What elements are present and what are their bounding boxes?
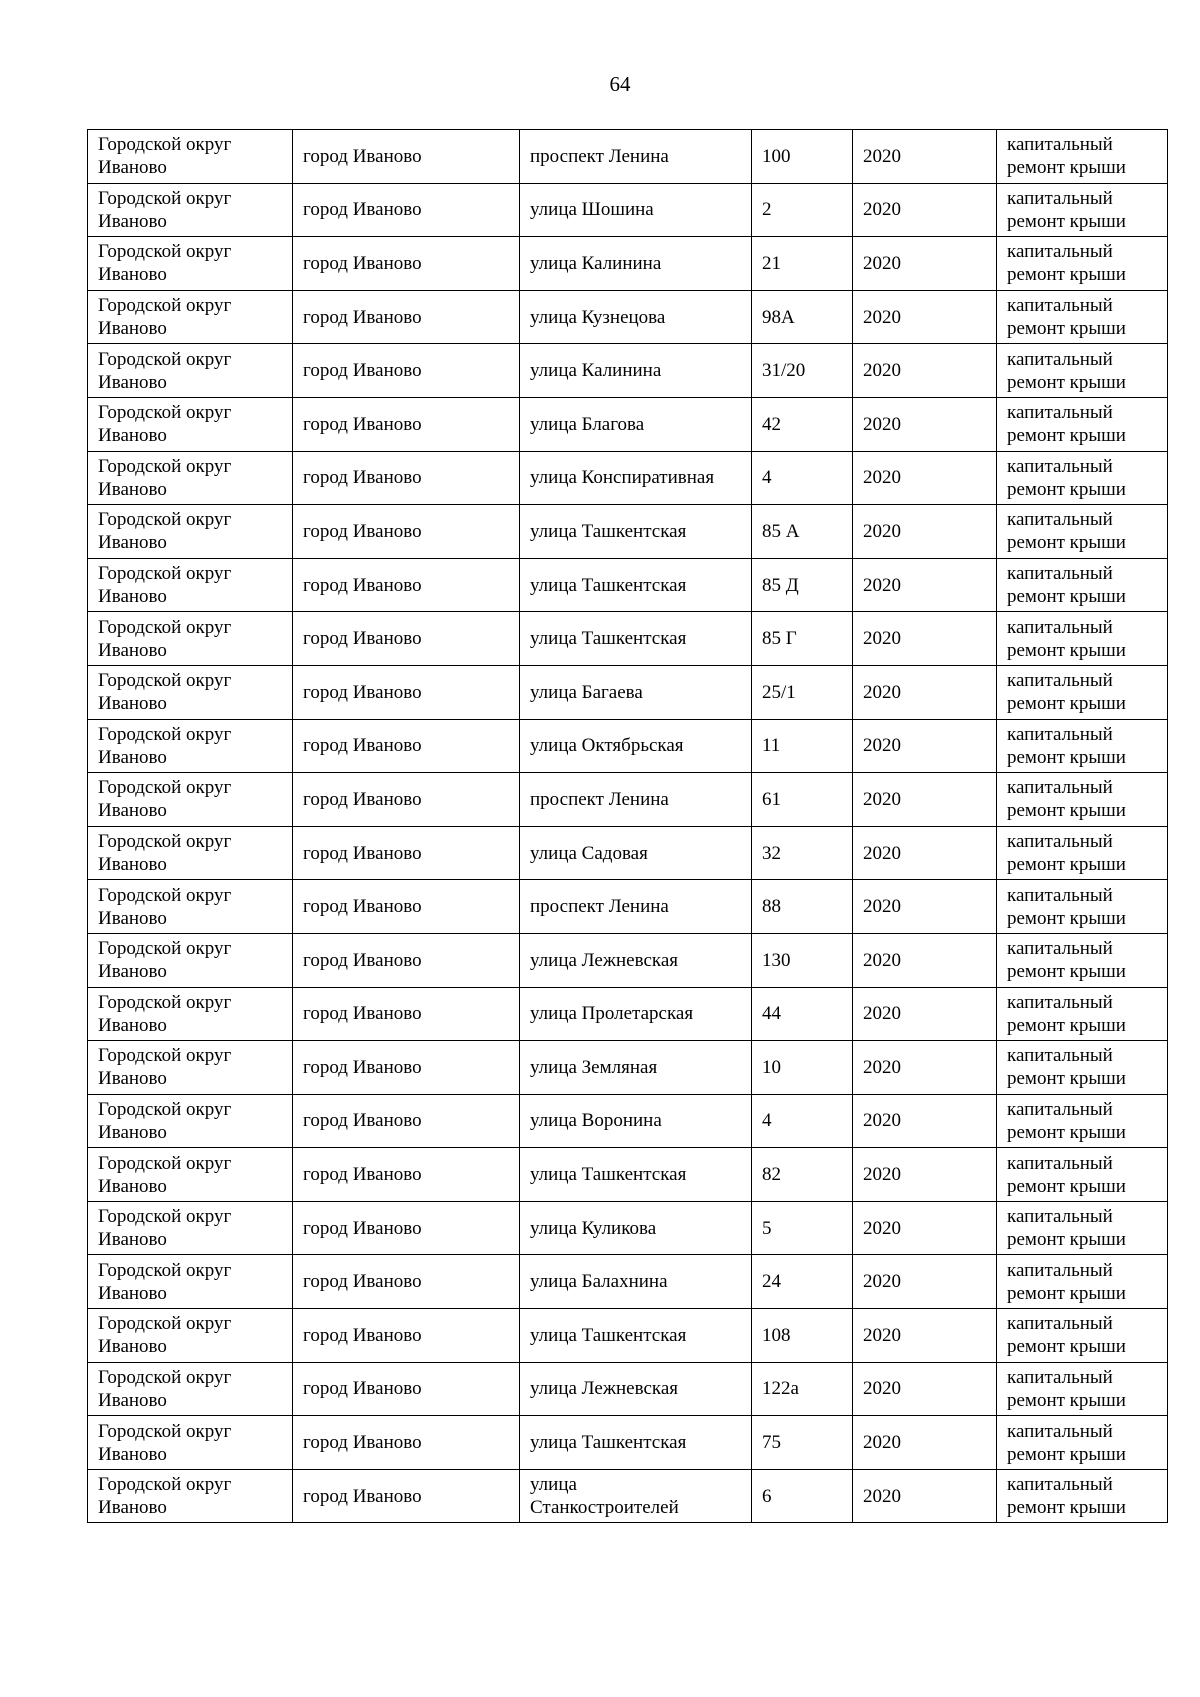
settlement-cell: город Иваново [293,1309,520,1363]
house-number-cell: 21 [752,237,853,291]
street-cell: улица Земляная [520,1041,752,1095]
table-body [88,130,1168,1523]
house-number-cell: 25/1 [752,665,853,719]
settlement-cell: город Иваново [293,719,520,773]
table-row [88,1362,1168,1416]
house-number-cell: 24 [752,1255,853,1309]
street-cell: улица Лежневская [520,1362,752,1416]
municipality-cell: Городской округ Иваново [88,290,293,344]
settlement-cell: город Иваново [293,1362,520,1416]
year-cell: 2020 [853,665,997,719]
street-cell: улица Ташкентская [520,612,752,666]
settlement-cell: город Иваново [293,1201,520,1255]
work-type-cell: капитальный ремонт крыши [997,612,1168,666]
house-number-cell: 130 [752,933,853,987]
municipality-cell: Городской округ Иваново [88,826,293,880]
year-cell: 2020 [853,773,997,827]
work-type-cell: капитальный ремонт крыши [997,826,1168,880]
house-number-cell: 82 [752,1148,853,1202]
work-type-cell: капитальный ремонт крыши [997,1309,1168,1363]
street-cell: улица Куликова [520,1201,752,1255]
page-number: 64 [609,72,631,96]
house-number-cell: 32 [752,826,853,880]
year-cell: 2020 [853,1416,997,1470]
table-row [88,880,1168,934]
settlement-cell: город Иваново [293,1148,520,1202]
work-type-cell: капитальный ремонт крыши [997,1362,1168,1416]
street-cell: улица Кузнецова [520,290,752,344]
settlement-cell: город Иваново [293,880,520,934]
street-cell: улица Калинина [520,344,752,398]
settlement-cell: город Иваново [293,1094,520,1148]
year-cell: 2020 [853,344,997,398]
table-row [88,773,1168,827]
settlement-cell: город Иваново [293,1469,520,1523]
municipality-cell: Городской округ Иваново [88,397,293,451]
municipality-cell: Городской округ Иваново [88,612,293,666]
settlement-cell: город Иваново [293,826,520,880]
table-row [88,933,1168,987]
house-number-cell: 11 [752,719,853,773]
work-type-cell: капитальный ремонт крыши [997,880,1168,934]
year-cell: 2020 [853,612,997,666]
year-cell: 2020 [853,1201,997,1255]
municipality-cell: Городской округ Иваново [88,1416,293,1470]
house-number-cell: 122а [752,1362,853,1416]
street-cell: улица Пролетарская [520,987,752,1041]
year-cell: 2020 [853,719,997,773]
year-cell: 2020 [853,1362,997,1416]
municipality-cell: Городской округ Иваново [88,1309,293,1363]
table-row [88,1309,1168,1363]
table-row [88,612,1168,666]
work-type-cell: капитальный ремонт крыши [997,1148,1168,1202]
year-cell: 2020 [853,1148,997,1202]
settlement-cell: город Иваново [293,558,520,612]
roof-repair-table [87,129,1168,1523]
table-row [88,237,1168,291]
table-row [88,505,1168,559]
work-type-cell: капитальный ремонт крыши [997,558,1168,612]
table-row [88,130,1168,184]
work-type-cell: капитальный ремонт крыши [997,237,1168,291]
municipality-cell: Городской округ Иваново [88,1094,293,1148]
street-cell: проспект Ленина [520,773,752,827]
municipality-cell: Городской округ Иваново [88,558,293,612]
settlement-cell: город Иваново [293,612,520,666]
work-type-cell: капитальный ремонт крыши [997,344,1168,398]
table-row [88,1255,1168,1309]
settlement-cell: город Иваново [293,397,520,451]
table-row [88,558,1168,612]
municipality-cell: Городской округ Иваново [88,451,293,505]
work-type-cell: капитальный ремонт крыши [997,397,1168,451]
year-cell: 2020 [853,237,997,291]
house-number-cell: 42 [752,397,853,451]
settlement-cell: город Иваново [293,237,520,291]
municipality-cell: Городской округ Иваново [88,1041,293,1095]
settlement-cell: город Иваново [293,1255,520,1309]
street-cell: улица Ташкентская [520,505,752,559]
municipality-cell: Городской округ Иваново [88,719,293,773]
house-number-cell: 85 А [752,505,853,559]
street-cell: улица Ташкентская [520,1148,752,1202]
municipality-cell: Городской округ Иваново [88,1148,293,1202]
municipality-cell: Городской округ Иваново [88,505,293,559]
street-cell: проспект Ленина [520,130,752,184]
year-cell: 2020 [853,558,997,612]
table-row [88,1469,1168,1523]
settlement-cell: город Иваново [293,290,520,344]
settlement-cell: город Иваново [293,933,520,987]
house-number-cell: 98А [752,290,853,344]
work-type-cell: капитальный ремонт крыши [997,505,1168,559]
street-cell: улица Багаева [520,665,752,719]
house-number-cell: 2 [752,183,853,237]
settlement-cell: город Иваново [293,451,520,505]
year-cell: 2020 [853,1309,997,1363]
street-cell: улица Ташкентская [520,1416,752,1470]
house-number-cell: 10 [752,1041,853,1095]
table-row [88,344,1168,398]
table-row [88,1148,1168,1202]
work-type-cell: капитальный ремонт крыши [997,183,1168,237]
house-number-cell: 75 [752,1416,853,1470]
street-cell: улица Воронина [520,1094,752,1148]
table-row [88,290,1168,344]
street-cell: улица Ташкентская [520,558,752,612]
municipality-cell: Городской округ Иваново [88,237,293,291]
year-cell: 2020 [853,1094,997,1148]
settlement-cell: город Иваново [293,130,520,184]
municipality-cell: Городской округ Иваново [88,344,293,398]
work-type-cell: капитальный ремонт крыши [997,1469,1168,1523]
settlement-cell: город Иваново [293,1416,520,1470]
settlement-cell: город Иваново [293,665,520,719]
street-cell: улица Октябрьская [520,719,752,773]
house-number-cell: 61 [752,773,853,827]
table-row [88,397,1168,451]
work-type-cell: капитальный ремонт крыши [997,987,1168,1041]
year-cell: 2020 [853,987,997,1041]
year-cell: 2020 [853,183,997,237]
year-cell: 2020 [853,826,997,880]
street-cell: улица Садовая [520,826,752,880]
house-number-cell: 85 Д [752,558,853,612]
street-cell: улица Калинина [520,237,752,291]
street-cell: проспект Ленина [520,880,752,934]
table-row [88,719,1168,773]
house-number-cell: 85 Г [752,612,853,666]
street-cell: улица Благова [520,397,752,451]
house-number-cell: 4 [752,1094,853,1148]
work-type-cell: капитальный ремонт крыши [997,1255,1168,1309]
municipality-cell: Городской округ Иваново [88,130,293,184]
work-type-cell: капитальный ремонт крыши [997,933,1168,987]
table-row [88,183,1168,237]
settlement-cell: город Иваново [293,1041,520,1095]
work-type-cell: капитальный ремонт крыши [997,1041,1168,1095]
house-number-cell: 5 [752,1201,853,1255]
house-number-cell: 31/20 [752,344,853,398]
house-number-cell: 6 [752,1469,853,1523]
work-type-cell: капитальный ремонт крыши [997,1201,1168,1255]
settlement-cell: город Иваново [293,987,520,1041]
work-type-cell: капитальный ремонт крыши [997,451,1168,505]
municipality-cell: Городской округ Иваново [88,987,293,1041]
table-row [88,1041,1168,1095]
municipality-cell: Городской округ Иваново [88,880,293,934]
house-number-cell: 4 [752,451,853,505]
table-row [88,987,1168,1041]
settlement-cell: город Иваново [293,344,520,398]
year-cell: 2020 [853,1041,997,1095]
table-row [88,451,1168,505]
table-row [88,826,1168,880]
table-row [88,1201,1168,1255]
street-cell: улица Станкостроителей [520,1469,752,1523]
municipality-cell: Городской округ Иваново [88,933,293,987]
municipality-cell: Городской округ Иваново [88,1255,293,1309]
street-cell: улица Ташкентская [520,1309,752,1363]
work-type-cell: капитальный ремонт крыши [997,1094,1168,1148]
house-number-cell: 88 [752,880,853,934]
table-row [88,665,1168,719]
settlement-cell: город Иваново [293,505,520,559]
house-number-cell: 44 [752,987,853,1041]
municipality-cell: Городской округ Иваново [88,1469,293,1523]
work-type-cell: капитальный ремонт крыши [997,1416,1168,1470]
settlement-cell: город Иваново [293,183,520,237]
street-cell: улица Конспиративная [520,451,752,505]
year-cell: 2020 [853,1469,997,1523]
table-row [88,1416,1168,1470]
year-cell: 2020 [853,933,997,987]
house-number-cell: 100 [752,130,853,184]
municipality-cell: Городской округ Иваново [88,665,293,719]
municipality-cell: Городской округ Иваново [88,1362,293,1416]
work-type-cell: капитальный ремонт крыши [997,719,1168,773]
work-type-cell: капитальный ремонт крыши [997,665,1168,719]
year-cell: 2020 [853,130,997,184]
municipality-cell: Городской округ Иваново [88,183,293,237]
year-cell: 2020 [853,505,997,559]
year-cell: 2020 [853,1255,997,1309]
settlement-cell: город Иваново [293,773,520,827]
street-cell: улица Шошина [520,183,752,237]
work-type-cell: капитальный ремонт крыши [997,130,1168,184]
municipality-cell: Городской округ Иваново [88,1201,293,1255]
house-number-cell: 108 [752,1309,853,1363]
table-row [88,1094,1168,1148]
year-cell: 2020 [853,397,997,451]
municipality-cell: Городской округ Иваново [88,773,293,827]
year-cell: 2020 [853,290,997,344]
work-type-cell: капитальный ремонт крыши [997,290,1168,344]
work-type-cell: капитальный ремонт крыши [997,773,1168,827]
street-cell: улица Лежневская [520,933,752,987]
street-cell: улица Балахнина [520,1255,752,1309]
year-cell: 2020 [853,880,997,934]
year-cell: 2020 [853,451,997,505]
